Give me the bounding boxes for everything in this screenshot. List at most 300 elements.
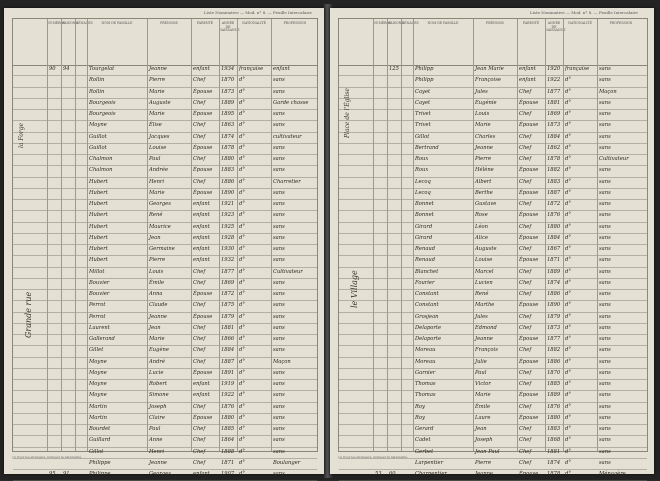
cell-par: Épouse: [519, 167, 539, 174]
cell-prof: sans: [273, 88, 285, 95]
cell-n2: 60: [389, 471, 396, 477]
cell-prof: sans: [599, 369, 611, 376]
cell-par: Épouse: [193, 111, 213, 117]
cell-par: Chef: [193, 324, 206, 331]
column-header: NATIONALITÉ: [242, 21, 266, 25]
table-row: [339, 234, 647, 245]
cell-prof: cultivateur: [273, 133, 302, 140]
page-footnote: (1) Pour les étrangers, indiquer la nationalité.: [12, 455, 82, 459]
table-row: [339, 166, 647, 177]
cell-prof: sans: [273, 246, 285, 252]
cell-nom: Guillard: [89, 437, 111, 444]
cell-prof: sans: [599, 189, 611, 196]
cell-prof: sans: [599, 324, 611, 331]
cell-prof: Charretier: [273, 178, 301, 185]
page-footnote: (1) Pour les étrangers, indiquer la nationalité.: [338, 455, 408, 459]
cell-nat: d°: [239, 234, 245, 241]
margin-note: Grande rue: [24, 291, 33, 338]
cell-nat: d°: [565, 403, 571, 410]
cell-nat: d°: [239, 358, 245, 365]
cell-an: 1872: [221, 291, 235, 297]
table-row: [339, 414, 647, 425]
cell-nom: Martin: [89, 414, 107, 421]
cell-nom: Larpentier: [415, 459, 444, 466]
cell-prof: sans: [273, 336, 285, 342]
cell-prof: sans: [599, 426, 611, 432]
cell-nom: Gillot: [89, 448, 104, 455]
cell-an: 1884: [547, 234, 561, 241]
cell-nom: Moyne: [89, 381, 107, 387]
table-row: [339, 279, 647, 290]
cell-prof: enfant: [273, 66, 290, 72]
cell-an: 1881: [547, 99, 561, 106]
column-rule: [61, 19, 62, 451]
cell-n2: 91: [63, 471, 70, 477]
table-row: [339, 403, 647, 414]
cell-pre: Albert: [475, 178, 492, 185]
cell-nom: Perrot: [89, 302, 106, 309]
cell-nat: d°: [239, 212, 245, 219]
table-row: [339, 380, 647, 391]
cell-pre: Jeanne: [475, 471, 493, 477]
cell-nom: Hubert: [89, 246, 108, 252]
column-header: NOM DE FAMILLE: [427, 21, 459, 25]
cell-an: 1873: [221, 88, 235, 95]
cell-an: 1871: [221, 459, 235, 466]
cell-nom: Chalmon: [89, 156, 113, 162]
cell-nom: Thomas: [415, 392, 436, 399]
cell-an: 1880: [547, 414, 561, 421]
cell-an: 1869: [547, 111, 561, 117]
cell-par: Chef: [193, 347, 206, 354]
cell-par: Chef: [193, 268, 206, 275]
cell-par: Épouse: [519, 99, 539, 106]
column-rule: [47, 19, 48, 451]
cell-par: Chef: [519, 426, 532, 432]
table-row: [339, 223, 647, 234]
cell-an: 1922: [221, 392, 235, 399]
cell-nat: d°: [565, 257, 571, 264]
cell-nat: d°: [239, 347, 245, 354]
cell-nom: Roy: [415, 414, 425, 421]
column-rule: [473, 19, 474, 451]
cell-par: Épouse: [193, 313, 213, 320]
cell-pre: Louis: [149, 268, 164, 275]
cell-nat: française: [239, 66, 264, 72]
cell-pre: Georges: [149, 201, 171, 207]
cell-pre: Auguste: [475, 246, 497, 252]
cell-prof: sans: [273, 156, 285, 162]
cell-prof: Ménagère: [599, 471, 626, 477]
cell-nom: Rollin: [89, 77, 105, 84]
table-row: [339, 88, 647, 99]
table-row: [339, 391, 647, 402]
cell-nat: d°: [565, 313, 571, 320]
table-row: [339, 313, 647, 324]
cell-prof: sans: [273, 448, 285, 455]
cell-nom: Tourgelat: [89, 66, 115, 72]
cell-nom: Delaporte: [415, 336, 442, 342]
cell-prof: sans: [599, 122, 611, 129]
cell-nat: d°: [565, 369, 571, 376]
cell-par: Épouse: [193, 414, 213, 421]
cell-prof: sans: [599, 392, 611, 399]
cell-an: 1877: [221, 268, 235, 275]
cell-nom: Gerbet: [415, 448, 434, 455]
cell-par: Chef: [519, 324, 532, 331]
cell-par: enfant: [519, 66, 536, 72]
cell-an: 1895: [221, 111, 235, 117]
cell-prof: sans: [273, 291, 285, 297]
cell-nat: d°: [565, 223, 571, 230]
cell-an: 1862: [547, 144, 561, 151]
cell-prof: sans: [599, 414, 611, 421]
table-row: [339, 369, 647, 380]
cell-an: 1886: [547, 291, 561, 297]
cell-par: Chef: [519, 313, 532, 320]
cell-pre: Laure: [475, 414, 491, 421]
table-row: [339, 324, 647, 335]
cell-par: Chef: [519, 369, 532, 376]
cell-nat: d°: [565, 111, 571, 117]
cell-pre: Jules: [475, 88, 488, 95]
cell-par: Épouse: [193, 167, 213, 174]
cell-nom: Bourgeois: [89, 99, 116, 106]
cell-pre: Marie: [149, 111, 165, 117]
table-row: [339, 211, 647, 222]
cell-an: 1880: [547, 223, 561, 230]
cell-prof: sans: [273, 111, 285, 117]
cell-nom: Gerard: [415, 426, 434, 432]
cell-nom: Philippe: [89, 471, 111, 477]
column-rule: [545, 19, 546, 451]
cell-nat: d°: [239, 99, 245, 106]
table-header: [339, 19, 647, 66]
table-row: [339, 110, 647, 121]
cell-prof: sans: [273, 392, 285, 399]
cell-an: 1925: [221, 223, 235, 230]
cell-par: Épouse: [519, 358, 539, 365]
cell-pre: Lucie: [149, 369, 164, 376]
cell-an: 1886: [221, 178, 235, 185]
cell-prof: sans: [273, 347, 285, 354]
column-header: MÉNAGES: [75, 21, 93, 25]
column-rule: [87, 19, 88, 451]
cell-prof: sans: [599, 268, 611, 275]
cell-prof: sans: [273, 212, 285, 219]
column-header: PRÉNOMS: [486, 21, 504, 25]
column-header: NATIONALITÉ: [568, 21, 592, 25]
cell-prof: sans: [273, 167, 285, 174]
cell-nat: d°: [239, 414, 245, 421]
column-header: MAISONS: [61, 21, 78, 25]
cell-prof: sans: [273, 369, 285, 376]
cell-an: 1930: [221, 246, 235, 252]
column-rule: [563, 19, 564, 451]
cell-pre: Jeanne: [475, 144, 493, 151]
cell-an: 1888: [221, 448, 235, 455]
cell-par: Épouse: [519, 414, 539, 421]
table-row: [339, 178, 647, 189]
cell-par: Chef: [519, 279, 532, 286]
cell-pre: Paul: [149, 426, 161, 432]
cell-prof: sans: [273, 122, 285, 129]
cell-par: Épouse: [193, 189, 213, 196]
cell-nom: Gillet: [89, 347, 104, 354]
cell-pre: Joseph: [475, 437, 493, 444]
cell-an: 1873: [547, 122, 561, 129]
cell-prof: sans: [273, 324, 285, 331]
cell-nat: d°: [239, 336, 245, 342]
cell-nom: Moyne: [89, 369, 107, 376]
cell-pre: Hélène: [475, 167, 494, 174]
column-rule: [237, 19, 238, 451]
cell-pre: René: [475, 291, 489, 297]
cell-prof: sans: [599, 167, 611, 174]
cell-an: 1882: [547, 347, 561, 354]
cell-nat: d°: [239, 459, 245, 466]
cell-an: 1874: [547, 459, 561, 466]
cell-nom: Philippe: [89, 459, 111, 466]
cell-an: 1885: [221, 426, 235, 432]
cell-prof: sans: [599, 291, 611, 297]
column-header: PARENTÉ: [196, 21, 214, 25]
cell-nat: d°: [565, 414, 571, 421]
cell-nom: Philipp: [415, 77, 434, 84]
cell-an: 1876: [221, 403, 235, 410]
column-header: ANNÉE DE NAISSANCE: [219, 21, 240, 33]
cell-an: 1889: [221, 99, 235, 106]
cell-par: Épouse: [519, 471, 539, 477]
cell-par: Épouse: [193, 88, 213, 95]
column-rule: [191, 19, 192, 451]
cell-an: 1871: [547, 257, 561, 264]
cell-prof: sans: [599, 201, 611, 207]
cell-an: 1907: [221, 471, 235, 477]
cell-par: Chef: [193, 156, 206, 162]
cell-nom: Moreau: [415, 358, 436, 365]
table-row: [339, 268, 647, 279]
cell-par: Chef: [193, 178, 206, 185]
cell-an: 1876: [547, 212, 561, 219]
cell-par: Chef: [193, 358, 206, 365]
cell-pre: Anne: [149, 437, 163, 444]
cell-prof: sans: [273, 403, 285, 410]
cell-par: Épouse: [519, 392, 539, 399]
cell-par: enfant: [193, 381, 210, 387]
cell-nat: d°: [239, 111, 245, 117]
cell-pre: Émile: [149, 279, 165, 286]
cell-nom: Guillot: [89, 133, 107, 140]
cell-prof: sans: [599, 77, 611, 84]
cell-pre: Marcel: [475, 268, 494, 275]
cell-par: Épouse: [193, 144, 213, 151]
cell-prof: sans: [599, 358, 611, 365]
cell-nat: d°: [239, 291, 245, 297]
cell-an: 1881: [221, 324, 235, 331]
cell-prof: Boulanger: [273, 459, 301, 466]
cell-par: Épouse: [519, 189, 539, 196]
column-rule: [597, 19, 598, 451]
cell-par: enfant: [193, 212, 210, 219]
cell-an: 1883: [547, 178, 561, 185]
cell-pre: François: [475, 347, 498, 354]
cell-prof: sans: [599, 223, 611, 230]
cell-nom: Hubert: [89, 223, 108, 230]
cell-nat: d°: [239, 167, 245, 174]
cell-pre: Eugène: [149, 347, 169, 354]
cell-nat: d°: [565, 448, 571, 455]
cell-pre: Charles: [475, 133, 496, 140]
cell-nat: d°: [565, 459, 571, 466]
cell-an: 1890: [221, 189, 235, 196]
cell-an: 1890: [547, 302, 561, 309]
cell-nom: Hubert: [89, 257, 108, 264]
cell-an: 1887: [221, 358, 235, 365]
cell-nat: d°: [565, 336, 571, 342]
cell-n1: 53: [375, 471, 382, 477]
table-row: [339, 335, 647, 346]
cell-nom: Hubert: [89, 212, 108, 219]
cell-nat: d°: [565, 167, 571, 174]
column-header: PROFESSION: [609, 21, 633, 25]
cell-an: 1934: [221, 66, 235, 72]
cell-pre: Alice: [475, 234, 489, 241]
cell-pre: Jeanne: [149, 66, 167, 72]
running-head: Liste Nominative — Mod. n° 8. — Feuille Intercalaire: [204, 10, 312, 15]
cell-nat: d°: [239, 77, 245, 84]
cell-nat: d°: [239, 257, 245, 264]
cell-prof: sans: [273, 77, 285, 84]
cell-par: Chef: [519, 437, 532, 444]
cell-nom: Blanchet: [415, 268, 439, 275]
cell-nat: d°: [565, 426, 571, 432]
cell-prof: sans: [599, 448, 611, 455]
cell-pre: Gustave: [475, 201, 497, 207]
cell-nat: d°: [565, 347, 571, 354]
cell-an: 1880: [221, 156, 235, 162]
column-rule: [271, 19, 272, 451]
cell-par: Chef: [519, 156, 532, 162]
cell-pre: Marie: [149, 336, 165, 342]
table-row: [339, 121, 647, 132]
cell-par: Chef: [193, 437, 206, 444]
cell-pre: René: [149, 212, 163, 219]
cell-pre: Marie: [149, 88, 165, 95]
cell-prof: sans: [273, 257, 285, 264]
cell-nom: Delaporte: [415, 324, 442, 331]
cell-nom: Laurent: [89, 324, 110, 331]
cell-par: enfant: [193, 246, 210, 252]
cell-prof: sans: [273, 201, 285, 207]
cell-nat: d°: [565, 201, 571, 207]
cell-nom: Roux: [415, 167, 429, 174]
cell-prof: sans: [273, 471, 285, 477]
cell-an: 1877: [547, 336, 561, 342]
cell-pre: Berthe: [475, 189, 493, 196]
cell-nat: d°: [565, 122, 571, 129]
cell-pre: Henri: [149, 178, 165, 185]
cell-pre: Paul: [475, 369, 487, 376]
column-header: PARENTÉ: [522, 21, 540, 25]
cell-nom: Garnier: [415, 369, 436, 376]
cell-nom: Charpentier: [415, 471, 447, 477]
cell-nat: d°: [239, 437, 245, 444]
column-rule: [387, 19, 388, 451]
cell-nom: Moreau: [415, 347, 436, 354]
cell-par: Chef: [193, 99, 206, 106]
table-row: [339, 155, 647, 166]
cell-nat: d°: [239, 223, 245, 230]
cell-par: Épouse: [519, 302, 539, 309]
cell-an: 1921: [221, 201, 235, 207]
table-row: [339, 470, 647, 481]
cell-pre: Maurice: [149, 223, 171, 230]
cell-nat: d°: [239, 133, 245, 140]
cell-pre: Jules: [475, 313, 488, 320]
cell-an: 1922: [547, 77, 561, 84]
cell-prof: Maçon: [599, 88, 617, 95]
cell-nom: Hubert: [89, 234, 108, 241]
cell-nom: Grosjean: [415, 313, 439, 320]
column-rule: [401, 19, 402, 451]
cell-an: 1873: [547, 324, 561, 331]
running-head: Liste Nominative — Mod. n° 8. — Feuille Intercalaire: [530, 10, 638, 15]
cell-nat: d°: [239, 178, 245, 185]
cell-nat: d°: [565, 178, 571, 185]
cell-pre: Pierre: [475, 459, 492, 466]
cell-an: 1874: [221, 133, 235, 140]
cell-nat: d°: [239, 302, 245, 309]
cell-nat: d°: [565, 234, 571, 241]
cell-par: Chef: [519, 268, 532, 275]
cell-pre: Henri: [149, 448, 165, 455]
cell-nom: Lecoq: [415, 189, 431, 196]
cell-par: Chef: [519, 381, 532, 387]
cell-nat: d°: [239, 381, 245, 387]
cell-nat: d°: [239, 156, 245, 162]
cell-nom: Hubert: [89, 189, 108, 196]
cell-prof: Garde chasse: [273, 99, 309, 106]
cell-nom: Gallerand: [89, 336, 115, 342]
cell-prof: sans: [599, 403, 611, 410]
cell-nom: Guillot: [89, 144, 107, 151]
cell-par: enfant: [193, 201, 210, 207]
cell-prof: sans: [599, 257, 611, 264]
cell-pre: Claude: [149, 302, 168, 309]
cell-par: Chef: [193, 77, 206, 84]
cell-n2: 94: [63, 66, 70, 72]
cell-par: Épouse: [193, 369, 213, 376]
cell-par: Épouse: [519, 257, 539, 264]
cell-n2: 125: [389, 66, 399, 72]
cell-nat: d°: [239, 426, 245, 432]
cell-nat: d°: [565, 291, 571, 297]
column-header: NUMÉROS: [47, 21, 66, 25]
cell-nat: d°: [239, 313, 245, 320]
cell-an: 1891: [221, 369, 235, 376]
table-row: [339, 346, 647, 357]
cell-prof: sans: [273, 437, 285, 444]
column-header: NOM DE FAMILLE: [101, 21, 133, 25]
cell-an: 1928: [221, 234, 235, 241]
cell-an: 1864: [221, 437, 235, 444]
cell-an: 1883: [547, 426, 561, 432]
cell-pre: André: [149, 358, 165, 365]
cell-an: 1872: [547, 201, 561, 207]
cell-nat: d°: [565, 88, 571, 95]
cell-nom: Trivet: [415, 122, 431, 129]
